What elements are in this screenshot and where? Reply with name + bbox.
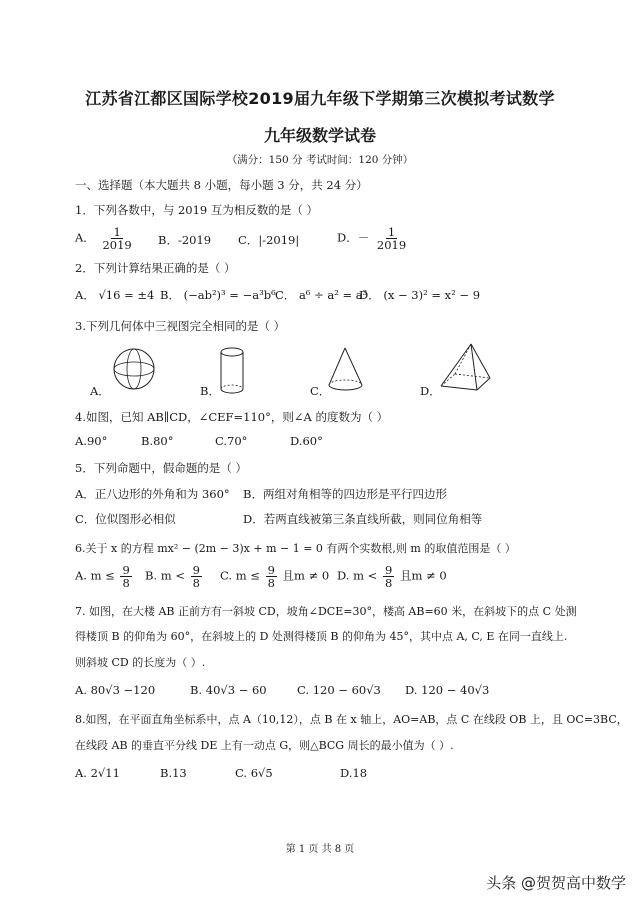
q2-option-c: C． a⁶ ÷ a² = a³ xyxy=(275,288,368,302)
q3-option-d: D． xyxy=(420,384,441,398)
q2-option-b: B． (−ab²)³ = −a³b⁶ xyxy=(160,288,276,302)
q5-option-c: C．位似图形必相似 xyxy=(75,512,176,526)
q7-option-d: D. 120 − 40√3 xyxy=(405,683,490,697)
q5-option-a: A．正八边形的外角和为 360° xyxy=(75,487,230,501)
pyramid-figure xyxy=(435,340,495,396)
q6-option-a: A. m ≤ $\frac{9}{8}$ xyxy=(75,563,130,591)
q1-stem: 1．下列各数中，与 2019 互为相反数的是（ ） xyxy=(75,203,319,217)
cylinder-figure xyxy=(218,345,248,397)
q1-option-c: C．|-2019| xyxy=(238,233,300,247)
q6-stem: 6.关于 x 的方程 mx² − (2m − 3)x + m − 1 = 0 有两个实数根,则 m 的取值范围是（ ） xyxy=(75,542,516,555)
q1-d-fraction: $\frac{1}{2019}$ xyxy=(376,225,407,253)
q7-line3: 则斜坡 CD 的长度为（ ）. xyxy=(75,656,206,669)
q7-line2: 得楼顶 B 的仰角为 60°，在斜坡上的 D 处测得楼顶 B 的仰角为 45°，其中点 A, C, E 在同一直线上. xyxy=(75,630,568,643)
q7-option-c: C. 120 − 60√3 xyxy=(297,683,381,697)
sphere-figure xyxy=(110,345,162,395)
q2-option-a: A． √16 = ±4 xyxy=(75,288,155,302)
q1-a-fraction: $\frac{1}{2019}$ xyxy=(102,225,132,253)
q1-option-a: A． $\frac{1}{2019}$ xyxy=(75,225,132,253)
q4-option-a: A.90° xyxy=(75,434,108,448)
q8-option-c: C. 6√5 xyxy=(235,766,273,780)
q3-stem: 3.下列几何体中三视图完全相同的是（ ） xyxy=(75,319,286,333)
cone-figure xyxy=(325,345,369,395)
q5-option-d: D．若两直线被第三条直线所截，则同位角相等 xyxy=(243,512,483,526)
q7-line1: 7. 如图，在大楼 AB 正前方有一斜坡 CD，坡角∠DCE=30°，楼高 AB=60 米，在斜坡下的点 C 处测 xyxy=(75,605,577,618)
q8-line2: 在线段 AB 的垂直平分线 DE 上有一动点 G，则△BCG 周长的最小值为（ ）. xyxy=(75,739,454,752)
q1-option-b: B．-2019 xyxy=(158,233,212,247)
q8-line1: 8.如图，在平面直角坐标系中，点 A（10,12），点 B 在 x 轴上，AO=AB，点 C 在线段 OB 上，且 OC=3BC， xyxy=(75,713,628,726)
page-footer: 第 1 页 共 8 页 xyxy=(285,844,355,855)
q4-option-d: D.60° xyxy=(290,434,323,448)
q4-stem: 4.如图，已知 AB∥CD，∠CEF=110°，则∠A 的度数为（ ） xyxy=(75,410,389,424)
q8-option-d: D.18 xyxy=(340,766,368,780)
q6-option-c: C. m ≤ $\frac{9}{8}$ 且m ≠ 0 xyxy=(220,563,330,591)
q6-option-b: B. m < $\frac{9}{8}$ xyxy=(145,563,200,591)
q2-stem: 2．下列计算结果正确的是（ ） xyxy=(75,261,236,275)
q1-option-d: D．－ $\frac{1}{2019}$ xyxy=(337,225,407,253)
q8-option-a: A. 2√11 xyxy=(75,766,120,780)
q5-stem: 5．下列命题中，假命题的是（ ） xyxy=(75,461,247,475)
q3-option-b: B． xyxy=(200,384,220,398)
watermark: 头条 @贺贺高中数学 xyxy=(486,874,626,892)
q4-option-c: C.70° xyxy=(215,434,248,448)
exam-title: 江苏省江都区国际学校2019届九年级下学期第三次模拟考试数学 xyxy=(85,89,555,108)
q5-option-b: B．两组对角相等的四边形是平行四边形 xyxy=(243,487,447,501)
q8-option-b: B.13 xyxy=(160,766,187,780)
q6-option-d: D. m < $\frac{9}{8}$ 且m ≠ 0 xyxy=(337,563,447,591)
q3-option-c: C． xyxy=(310,384,331,398)
q3-option-a: A． xyxy=(90,384,110,398)
q7-option-a: A. 80√3 −120 xyxy=(75,683,156,697)
exam-subtitle: 九年级数学试卷 xyxy=(263,126,376,145)
q4-option-b: B.80° xyxy=(141,434,174,448)
section-heading: 一、选择题（本大题共 8 小题，每小题 3 分，共 24 分） xyxy=(75,178,368,192)
q2-option-d: D． (x − 3)² = x² − 9 xyxy=(359,288,481,302)
exam-meta: （满分：150 分 考试时间：120 分钟） xyxy=(226,154,414,166)
q7-option-b: B. 40√3 − 60 xyxy=(190,683,267,697)
